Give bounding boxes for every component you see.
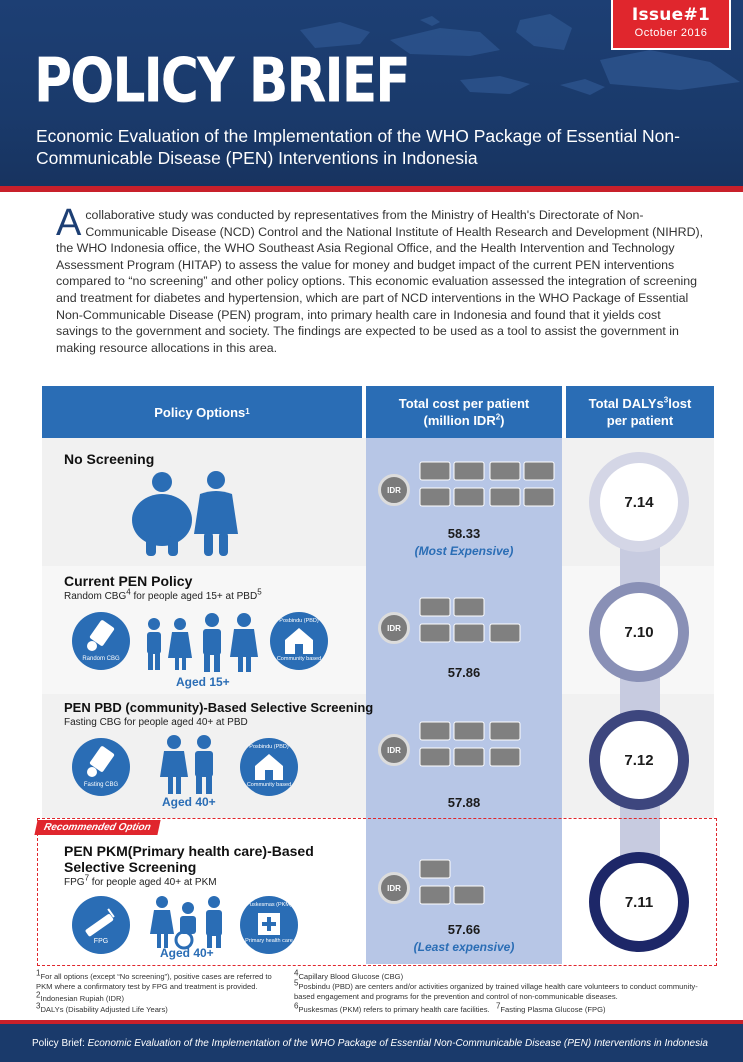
issue-number: Issue#1 — [631, 5, 711, 25]
money-stacks-icon — [418, 460, 558, 516]
option-subtitle-text: FPG — [64, 877, 85, 888]
cost-value: 57.66 — [447, 922, 481, 937]
money-stacks-icon — [418, 596, 528, 652]
footnote-ref: 4 — [126, 587, 131, 597]
people-adults-icon — [160, 734, 220, 794]
idr-icon: IDR — [378, 612, 410, 644]
column-header-unit: (million IDR — [423, 413, 496, 428]
community-icon — [270, 612, 328, 670]
drop-cap: A — [56, 202, 82, 244]
icon-caption: Community based — [246, 782, 292, 788]
issue-date: October 2016 — [634, 27, 708, 39]
footnote-text: Capillary Blood Glucose (CBG) — [298, 972, 404, 981]
icon-caption: Posbindu (PBD) — [249, 744, 289, 750]
footnote-num: 2 — [36, 990, 41, 1000]
age-label: Aged 15+ — [176, 675, 230, 689]
footnote-ref: 2 — [495, 412, 501, 422]
footnote-ref: 5 — [257, 587, 262, 597]
cost-note: (Most Expensive) — [414, 544, 514, 558]
footnote-ref: 3 — [663, 395, 669, 405]
column-header-paren: ) — [500, 413, 505, 428]
footnote-ref: 7 — [84, 873, 90, 883]
people-clinic-icon — [150, 894, 228, 950]
cost-note: (Least expensive) — [413, 940, 515, 954]
people-family-icon — [142, 612, 262, 674]
footnote-3 — [36, 1001, 286, 1015]
column-header-label: Total cost per patient — [398, 396, 530, 411]
footnote-text: Posbindu (PBD) are centers and/or activities organized by trained village health care volunteers to conduct community-based engagement and programs for the prevention and control of non-communicable diseases. — [294, 982, 698, 1001]
column-header-total-cost — [366, 386, 562, 438]
option-title-no-screening: No Screening — [64, 451, 155, 467]
daly-circle: 7.10 — [589, 582, 689, 682]
idr-icon: IDR — [378, 474, 410, 506]
icon-caption: Primary health care — [245, 938, 293, 944]
column-header-policy-options: Policy Options 1 — [42, 386, 362, 438]
community-icon — [240, 738, 298, 796]
footnote-num: 6 — [294, 1001, 299, 1011]
daly-circle: 7.12 — [589, 710, 689, 810]
people-obese-icon — [130, 470, 240, 558]
footnote-num: 1 — [36, 968, 41, 978]
intro-text: collaborative study was conducted by representatives from the Ministry of Health's Directorate of Non-Communicable Disease (NCD) Control and the National Institute of Health Research and Development (NIHRD), the WHO Indonesia office, the WHO Southeast Asia Regional Office, and the Health Intervention and Technology Assessment Program (HITAP) to assess the value for money and budget impact of the current PEN interventions compared to “no screening” and other policy options. This economic evaluation assessed the integration of screening and treatment for diabetes and hypertension, which are part of NCD interventions in the WHO Package of Essential Non-Communicable Disease (PEN) program, into primary health care in Indonesia and found that it yields cost savings to the government and society. The findings are expected to be used as a tool to assist the government in making resource allocations in this area. — [56, 208, 704, 355]
option-title-line: Selective Screening — [64, 859, 197, 875]
page-subtitle: Economic Evaluation of the Implementation of the WHO Package of Essential Non-Communicable Disease (PEN) Interventions in Indonesia — [36, 126, 680, 168]
column-header-label: Policy Options — [154, 404, 246, 420]
needle-icon — [72, 896, 130, 954]
cost-value: 57.88 — [447, 795, 481, 810]
daly-circle: 7.14 — [589, 452, 689, 552]
footer-label: Policy Brief: — [32, 1037, 85, 1049]
issue-badge — [611, 0, 731, 50]
option-title-pbd: PEN PBD (community)-Based Selective Screening — [64, 700, 374, 715]
footnote-num: 7 — [495, 1001, 501, 1011]
idr-icon: IDR — [378, 734, 410, 766]
header-banner — [0, 0, 743, 190]
icon-caption: FPG — [93, 938, 109, 945]
icon-caption: Random CBG — [82, 656, 120, 662]
footer-bar — [0, 1024, 743, 1062]
footnote-4 — [294, 968, 714, 982]
age-label: Aged 40+ — [160, 946, 214, 960]
option-subtitle: Fasting CBG for people aged 40+ at PBD — [64, 717, 248, 728]
option-subtitle — [64, 873, 217, 888]
footnote-text: Puskesmas (PKM) refers to primary health care facilities. — [298, 1005, 490, 1014]
idr-icon: IDR — [378, 872, 410, 904]
option-subtitle-text: for people aged 40+ at PKM — [91, 877, 217, 888]
icon-caption: Fasting CBG — [83, 782, 119, 788]
footnote-1 — [36, 968, 286, 992]
footnote-5 — [294, 978, 714, 1002]
cost-value: 58.33 — [447, 526, 481, 541]
footnote-num: 3 — [36, 1001, 41, 1011]
footnote-text: Indonesian Rupiah (IDR) — [40, 994, 125, 1003]
option-title-pkm — [64, 843, 314, 875]
footnote-text: For all options (except “No screening”), positive cases are referred to PKM where a confirmatory test by FPG and treatment is provided. — [36, 972, 272, 991]
option-title-line: PEN PKM(Primary health care)-Based — [64, 843, 314, 859]
glucose-test-icon — [72, 738, 130, 796]
recommended-tag: Recommended Option — [34, 820, 160, 835]
option-subtitle-text: Random CBG — [64, 591, 127, 602]
footer-text: Economic Evaluation of the Implementation of the WHO Package of Essential Non-Communicable Disease (PEN) Interventions in Indonesia — [87, 1037, 708, 1049]
option-title-current-pen: Current PEN Policy — [64, 573, 193, 589]
column-header-label: lost — [668, 396, 692, 411]
age-label: Aged 40+ — [162, 795, 216, 809]
fpg-test-icon — [72, 896, 130, 954]
cost-value: 57.86 — [447, 665, 481, 680]
glucose-test-icon — [72, 612, 130, 670]
footnote-num: 5 — [294, 978, 299, 988]
footnote-text: DALYs (Disability Adjusted Life Years) — [40, 1005, 168, 1014]
daly-circle: 7.11 — [589, 852, 689, 952]
money-stacks-icon — [418, 858, 498, 914]
page-title: POLICY BRIEF — [34, 46, 409, 117]
option-subtitle-text: for people aged 15+ at PBD — [133, 591, 258, 602]
column-header-label: per patient — [606, 413, 674, 428]
icon-caption: Posbindu (PBD) — [279, 618, 319, 624]
icon-caption: Puskesmas (PKM) — [246, 902, 292, 908]
money-stacks-icon — [418, 720, 528, 776]
footnote-2 — [36, 990, 286, 1004]
header-divider — [0, 186, 743, 192]
icon-caption: Community based — [276, 656, 322, 662]
health-center-icon — [240, 896, 298, 954]
footnote-6-7 — [294, 1001, 714, 1015]
footnote-num: 4 — [294, 968, 299, 978]
column-header-dalys — [566, 386, 714, 438]
footnote-text: Fasting Plasma Glucose (FPG) — [500, 1005, 606, 1014]
column-header-label: Total DALYs — [588, 396, 664, 411]
option-subtitle — [64, 587, 262, 602]
intro-paragraph — [56, 202, 706, 356]
